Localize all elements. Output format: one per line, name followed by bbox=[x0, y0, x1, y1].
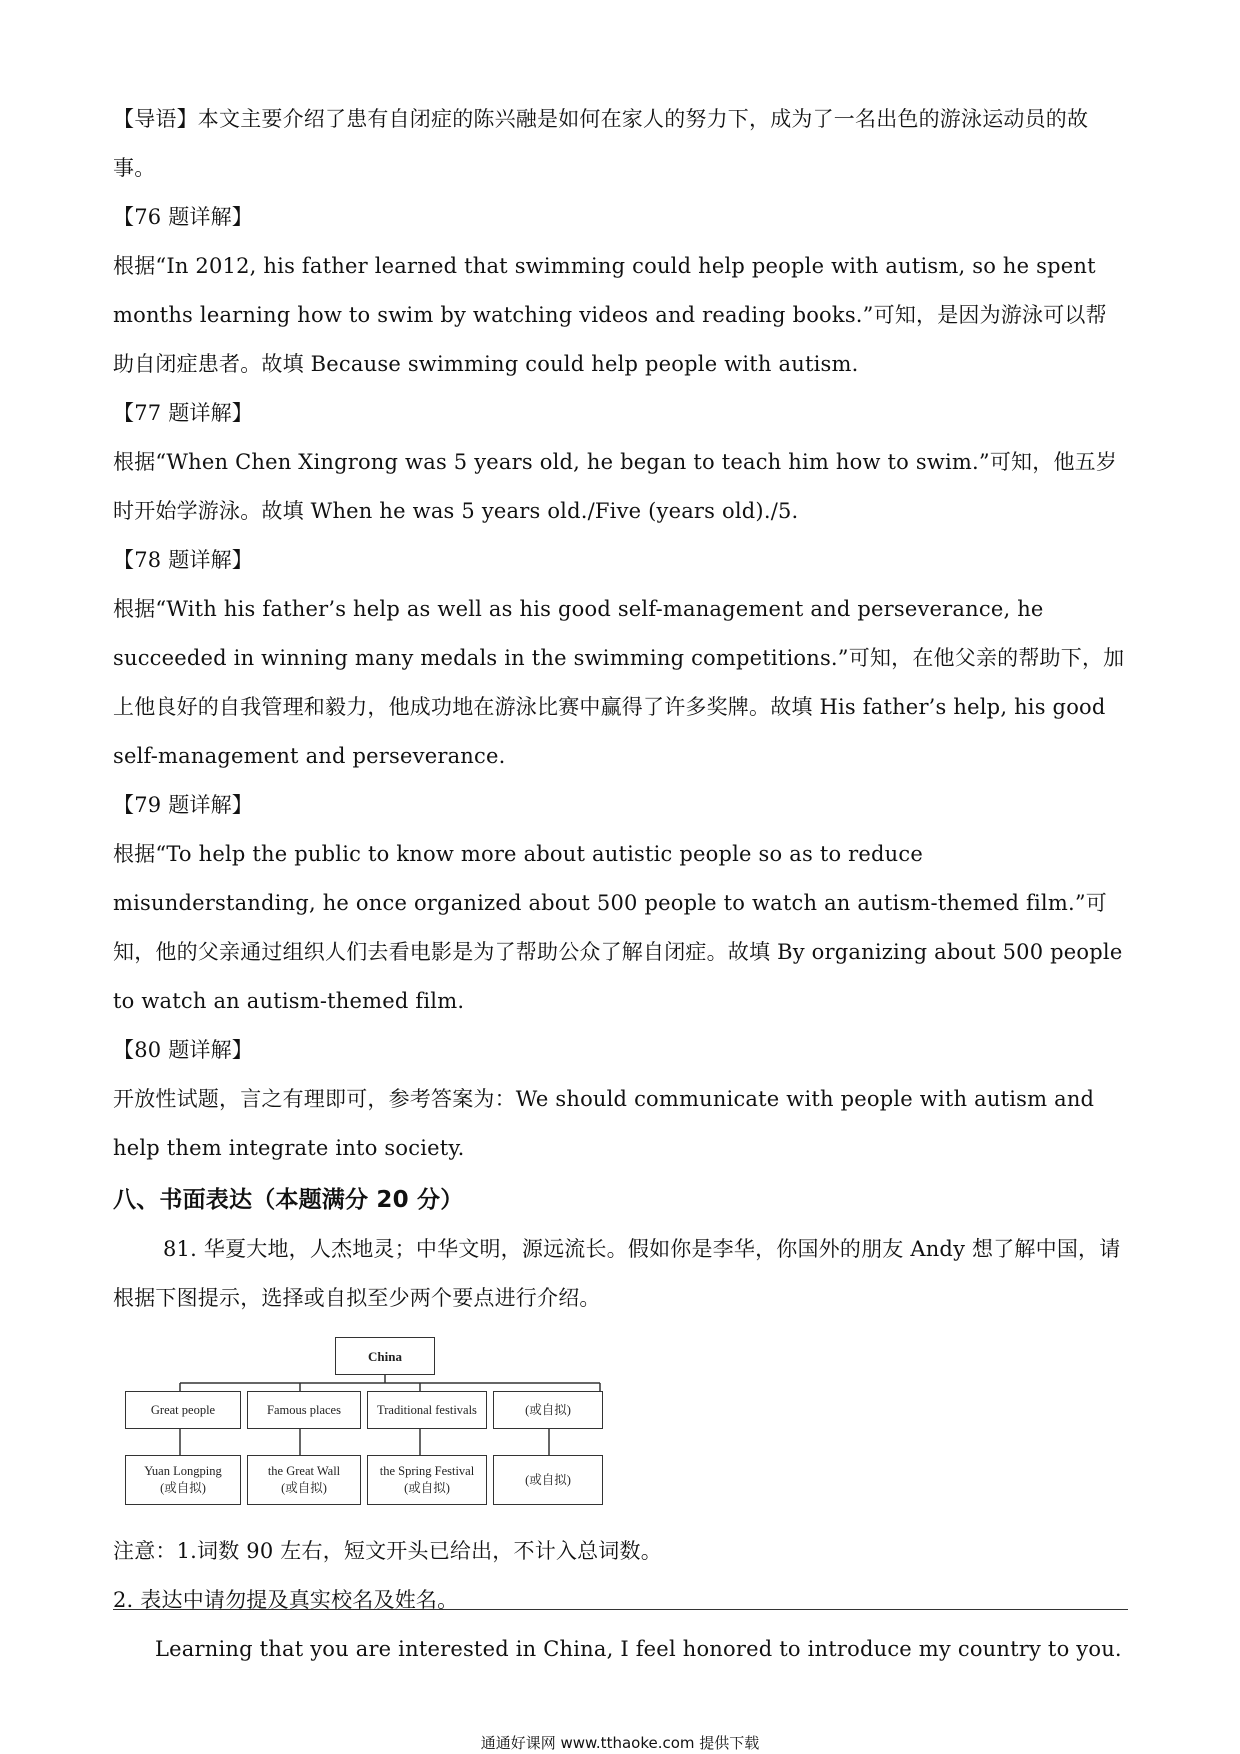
essay-opening: Learning that you are interested in China, I feel honored to introduce my country to you. bbox=[155, 1637, 1122, 1661]
example-name: the Great Wall bbox=[267, 1464, 341, 1478]
q77-heading: 【77 题详解】 bbox=[113, 401, 253, 425]
category-traditional-festivals: Traditional festivals bbox=[367, 1391, 487, 1429]
section-8-title: 八、书面表达（本题满分 20 分） bbox=[113, 1187, 464, 1213]
example-yuan-longping bbox=[125, 1455, 241, 1505]
category-great-people: Great people bbox=[125, 1391, 241, 1429]
q80-explanation: 开放性试题，言之有理即可，参考答案为：We should communicate with people with autism and help them integrate into society. bbox=[113, 1087, 1095, 1160]
page-footer: 通通好课网 www.tthaoke.com 提供下载 bbox=[480, 1734, 760, 1752]
q80-heading: 【80 题详解】 bbox=[113, 1038, 253, 1062]
answer-line bbox=[113, 1609, 1128, 1610]
example-note: (或自拟) bbox=[160, 1481, 206, 1495]
example-spring-festival bbox=[367, 1455, 487, 1505]
q78-heading: 【78 题详解】 bbox=[113, 548, 253, 572]
page-content bbox=[113, 95, 1128, 1674]
mind-map-root: China bbox=[335, 1337, 435, 1375]
china-mind-map bbox=[125, 1333, 685, 1523]
q76-heading: 【76 题详解】 bbox=[113, 205, 253, 229]
example-note: (或自拟) bbox=[404, 1481, 450, 1495]
note-word-count: 注意：1.词数 90 左右，短文开头已给出，不计入总词数。 bbox=[113, 1539, 662, 1563]
q79-heading: 【79 题详解】 bbox=[113, 793, 253, 817]
writing-prompt: 81. 华夏大地，人杰地灵；中华文明，源远流长。假如你是李华，你国外的朋友 Andy 想了解中国，请根据下图提示，选择或自拟至少两个要点进行介绍。 bbox=[113, 1237, 1121, 1310]
q79-explanation: 根据“To help the public to know more about autistic people so as to reduce misunderstanding, he once organized about 500 people to watch an autism-themed film.”可知，他的父亲通过组织人们去看电影是为了帮助公众了解自闭症。故填 By organizing about 500 people to watch an autism-themed film. bbox=[113, 842, 1123, 1013]
note-no-real-names: 2. 表达中请勿提及真实校名及姓名。 bbox=[113, 1588, 459, 1612]
example-note: (或自拟) bbox=[281, 1481, 327, 1495]
q76-explanation: 根据“In 2012, his father learned that swimming could help people with autism, so he spent months learning how to swim by watching videos and reading books.”可知，是因为游泳可以帮助自闭症患者。故填 Because swimming could help people with autism. bbox=[113, 254, 1107, 376]
example-great-wall bbox=[247, 1455, 361, 1505]
example-name: Yuan Longping bbox=[144, 1464, 222, 1478]
category-famous-places: Famous places bbox=[247, 1391, 361, 1429]
example-custom: (或自拟) bbox=[493, 1455, 603, 1505]
q78-explanation: 根据“With his father’s help as well as his good self-management and perseverance, he succeeded in winning many medals in the swimming competitions.”可知，在他父亲的帮助下，加上他良好的自我管理和毅力，他成功地在游泳比赛中赢得了许多奖牌。故填 His father’s help, his good self-management and perseverance. bbox=[113, 597, 1125, 768]
intro-paragraph: 【导语】本文主要介绍了患有自闭症的陈兴融是如何在家人的努力下，成为了一名出色的游泳运动员的故事。 bbox=[113, 107, 1089, 180]
q77-explanation: 根据“When Chen Xingrong was 5 years old, he began to teach him how to swim.”可知，他五岁时开始学游泳。故填 When he was 5 years old./Five (years old)./5. bbox=[113, 450, 1118, 523]
category-custom: (或自拟) bbox=[493, 1391, 603, 1429]
example-name: the Spring Festival bbox=[379, 1464, 475, 1478]
